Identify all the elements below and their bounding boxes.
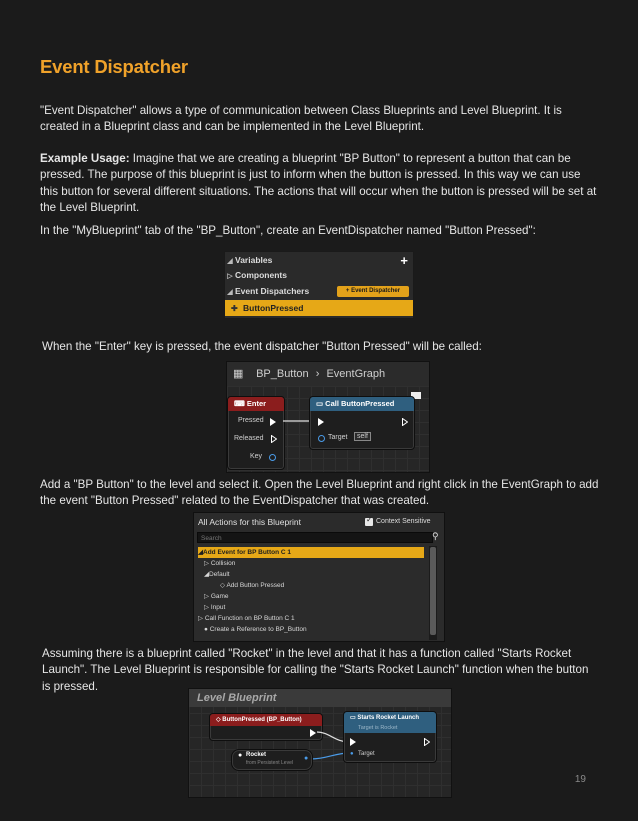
- page-title: Event Dispatcher: [40, 56, 188, 77]
- pressed-pin-label: Pressed: [238, 417, 264, 424]
- components-label: Components: [235, 270, 287, 280]
- event-diamond-icon: ◇: [216, 717, 223, 723]
- enter-node-header: [228, 397, 284, 411]
- rocket-output-pin-icon: ●: [304, 755, 309, 762]
- call-node-title: Call ButtonPressed: [325, 399, 395, 408]
- collapsed-triangle-icon: ▷: [204, 593, 211, 600]
- target-pin-icon: [318, 435, 325, 442]
- reference-circle-icon: ●: [238, 752, 243, 759]
- checkbox-icon: ✓: [366, 515, 373, 524]
- call-node-header: [310, 397, 414, 411]
- list-item: ▷ Call Function on BP Button C 1: [198, 615, 295, 622]
- collapsed-triangle-icon: ▷: [227, 273, 233, 280]
- variables-row: [225, 253, 413, 268]
- list-item: ◇ Add Button Pressed: [220, 582, 285, 589]
- key-icon: ⌨: [234, 399, 247, 408]
- dispatcher-icon: ✚: [231, 304, 238, 313]
- target-pin-label: Target: [358, 751, 375, 757]
- key-pin-label: Key: [250, 453, 263, 460]
- released-exec-pin-icon: [271, 435, 277, 443]
- add-event-dispatcher-button: [337, 286, 409, 297]
- list-item: ◢Default: [204, 571, 230, 578]
- example-text: Imagine that we are creating a blueprint "BP Button" to represent a button that can be pressed. The purpose of this blueprint is just to inform when the button is pressed. In this way we can use this button for several different situations. The actions that will occur when the button is pressed will be set at the Level Blueprint.: [40, 152, 597, 215]
- collapsed-triangle-icon: ▷: [204, 560, 211, 567]
- myblueprint-panel-screenshot: [224, 251, 414, 319]
- event-dispatchers-row: [225, 284, 413, 299]
- button-pressed-item: [225, 300, 413, 316]
- function-exec-in-icon: [350, 738, 356, 746]
- list-item: ▷ Input: [204, 604, 226, 611]
- example-paragraph: [40, 151, 600, 217]
- add-variable-icon: +: [400, 253, 408, 268]
- example-label: Example Usage:: [40, 152, 130, 165]
- graph-breadcrumb: [227, 362, 429, 386]
- collapsed-triangle-icon: ▷: [204, 604, 211, 611]
- target-pin-label: Target: [328, 434, 348, 441]
- rocket-paragraph: Assuming there is a blueprint called "Rocket" in the level and that it has a function called "Starts Rocket Launch". The Level Blueprint is responsible for calling the "Starts Rocket Launch" function when the button is pressed.: [42, 647, 589, 693]
- event-node-title: ButtonPressed (BP_Button): [222, 717, 302, 723]
- rocket-node-title: Rocket: [246, 752, 267, 758]
- level-blueprint-screenshot: [188, 688, 452, 798]
- rocket-reference-node: [231, 749, 313, 771]
- function-node-subtitle: Target is Rocket: [358, 725, 398, 731]
- enter-paragraph: When the "Enter" key is pressed, the event dispatcher "Button Pressed" will be called:: [42, 340, 482, 353]
- breadcrumb-separator: ›: [315, 368, 320, 380]
- list-item: ◢Add Event for BP Button C 1: [198, 547, 424, 558]
- target-pin-icon: ●: [350, 751, 354, 757]
- breadcrumb-blueprint: BP_Button: [256, 368, 309, 380]
- call-exec-out-icon: [402, 418, 408, 426]
- all-actions-screenshot: [193, 512, 445, 642]
- context-sensitive-label: Context Sensitive: [376, 518, 431, 525]
- expanded-triangle-icon: ◢: [198, 549, 203, 556]
- function-node-header: [344, 712, 436, 733]
- key-data-pin-icon: [269, 454, 276, 461]
- list-item: ▷ Collision: [204, 560, 236, 567]
- enter-key-node: [227, 396, 285, 470]
- function-icon: ▭: [316, 399, 326, 408]
- rocket-node-subtitle: from Persistent Level: [246, 760, 293, 766]
- level-blueprint-title: Level Blueprint: [189, 689, 452, 707]
- variables-label: Variables: [235, 255, 273, 265]
- breadcrumb-eventgraph: EventGraph: [326, 368, 386, 380]
- call-button-pressed-node: [309, 396, 415, 450]
- reference-circle-icon: ●: [204, 626, 210, 633]
- starts-rocket-launch-node: [343, 711, 437, 763]
- expanded-triangle-icon: ◢: [227, 289, 233, 296]
- expanded-triangle-icon: ◢: [204, 571, 209, 578]
- event-graph-screenshot: [226, 361, 430, 473]
- actions-header: All Actions for this Blueprint: [198, 517, 301, 527]
- button-pressed-label: ButtonPressed: [243, 303, 304, 313]
- event-dispatchers-label: Event Dispatchers: [235, 286, 310, 296]
- add-event-dispatcher-label: Event Dispatcher: [351, 288, 401, 294]
- level-paragraph: Add a "BP Button" to the level and select it. Open the Level Blueprint and right click in the EventGraph to add the event "Button Pressed" related to the EventDispatcher that was created.: [40, 478, 599, 508]
- list-item: ▷ Game: [204, 593, 229, 600]
- function-icon: ▭: [350, 715, 358, 721]
- search-icon: ⚲: [432, 531, 439, 541]
- page-number: 19: [574, 774, 586, 785]
- list-item: ● Create a Reference to BP_Button: [204, 626, 307, 633]
- collapsed-triangle-icon: ▷: [198, 615, 205, 622]
- function-exec-out-icon: [424, 738, 430, 746]
- enter-node-title: Enter: [246, 399, 267, 408]
- plus-icon: +: [345, 288, 352, 294]
- released-pin-label: Released: [234, 435, 264, 442]
- graph-grid-icon: ▦: [233, 368, 244, 380]
- expanded-triangle-icon: ◢: [227, 258, 233, 265]
- pressed-exec-pin-icon: [270, 418, 276, 426]
- function-node-title: Starts Rocket Launch: [357, 715, 420, 721]
- target-self-value: self: [354, 432, 371, 441]
- actions-search-input: Search: [197, 532, 433, 543]
- myblueprint-paragraph: In the "MyBlueprint" tab of the "BP_Button", create an EventDispatcher named "Button Pressed":: [40, 224, 536, 237]
- components-row: [225, 268, 413, 283]
- event-diamond-icon: ◇: [220, 582, 227, 589]
- scrollbar-thumb: [430, 547, 436, 635]
- call-exec-in-icon: [318, 418, 324, 426]
- intro-paragraph: "Event Dispatcher" allows a type of communication between Class Blueprints and Level Blueprint. It is created in a Blueprint class and can be implemented in the Level Blueprint.: [40, 104, 562, 134]
